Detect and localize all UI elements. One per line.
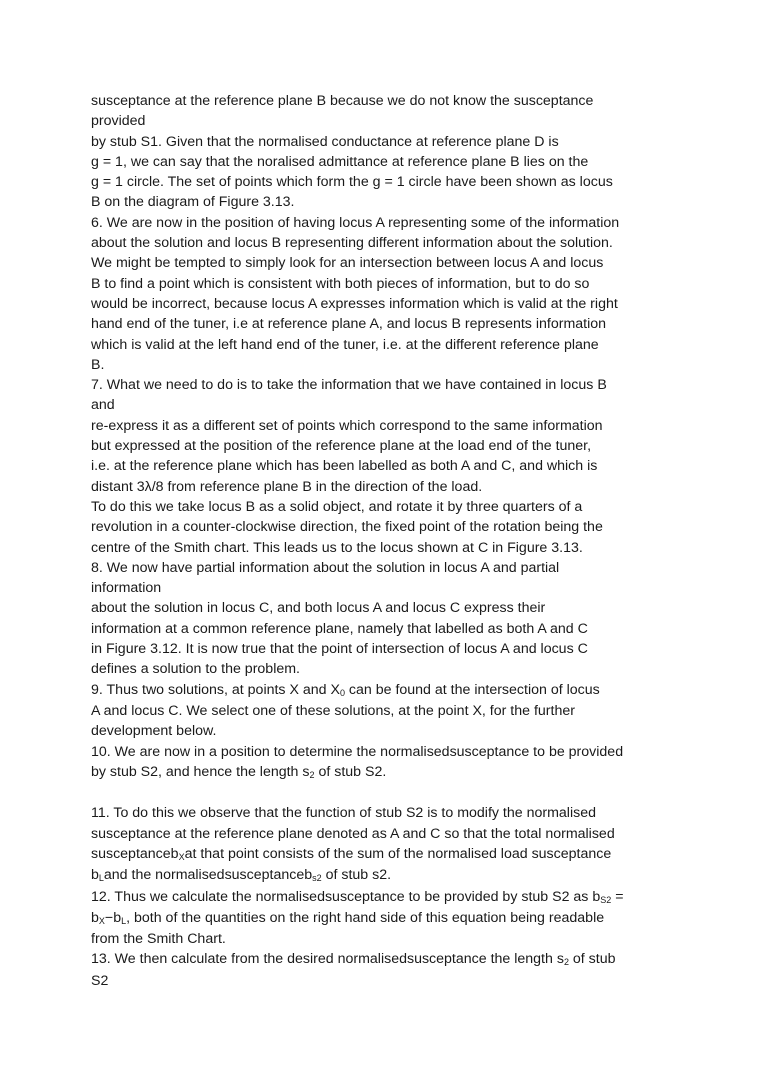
text-line: susceptance at the reference plane B because we do not know the susceptance [91, 93, 594, 109]
text-line: 8. We now have partial information about the solution in locus A and partial [91, 559, 560, 576]
text-line: $b_Land$ the normalisedsusceptanceb$_{s2}$ of stub s2. [91, 867, 392, 884]
text-line: S2 [91, 972, 109, 989]
text-line: in Figure 3.12. It is now true that the point of intersection of locus A and locus C [91, 641, 588, 658]
text-line: which is valid at the left hand end of the tuner, i.e. at the different reference plane [91, 336, 599, 353]
text-line: about the solution and locus B representing different information about the solution. [91, 235, 613, 252]
text-line: susceptance at the reference plane denoted as A and C so that the total normalised [91, 825, 615, 842]
text-line: information [91, 580, 162, 597]
text-line: re-express it as a different set of points which correspond to the same information [91, 417, 603, 434]
text-line: susceptanceb$_X$at that point consists of the sum of the normalised load susceptance [91, 845, 612, 862]
paragraph-block [91, 91, 691, 680]
text-line: development below. [91, 723, 217, 740]
text-line: 7. What we need to do is to take the information that we have contained in locus B [91, 377, 607, 394]
paragraph-block [91, 701, 691, 762]
text-line: by stub S1. Given that the normalised conductance at reference plane D is [91, 133, 559, 150]
text-line: A and locus C. We select one of these solutions, at the point X, for the further [91, 702, 575, 719]
text-line: g = 1, we can say that the noralised admittance at reference plane B lies on the [91, 153, 589, 170]
text-line: g = 1 circle. The set of points which form the g = 1 circle have been shown as locus [91, 174, 613, 191]
text-line: distant 3λ/8 from reference plane B in the direction of the load. [91, 478, 483, 495]
text-line: information at a common reference plane, namely that labelled as both A and C [91, 620, 588, 637]
text-line: To do this we take locus B as a solid object, and rotate it by three quarters of a [91, 498, 583, 515]
text-line: 11. To do this we observe that the function of stub S2 is to modify the normalised [91, 805, 596, 822]
text-line: i.e. at the reference plane which has been labelled as both A and C, and which is [91, 458, 598, 475]
text-line: but expressed at the position of the reference plane at the load end of the tuner, [91, 438, 592, 455]
text-line: provided [91, 113, 146, 130]
text-line: hand end of the tuner, i.e at reference plane A, and locus B represents information [91, 316, 607, 333]
text-line: 6. We are now in the position of having locus A representing some of the information [91, 214, 620, 231]
paragraph-gap [91, 783, 691, 803]
text-line: revolution in a counter-clockwise direction, the fixed point of the rotation being the [91, 519, 603, 536]
text-line: about the solution in locus C, and both locus A and locus C express their [91, 600, 546, 617]
text-line: centre of the Smith chart. This leads us to the locus shown at C in Figure 3.13. [91, 539, 583, 556]
text-line: and [91, 397, 115, 414]
text-line: by stub S2, and hence the length $s_2$ of stub S2. [91, 763, 387, 780]
text-line: 12. Thus we calculate the normalisedsusceptance to be provided by stub S2 as $b_{S2}$ = [91, 888, 624, 905]
text-line: $b_X-b_L$, both of the quantities on the right hand side of this equation being readable [91, 909, 605, 926]
text-line: defines a solution to the problem. [91, 661, 301, 678]
text-line: would be incorrect, because locus A expresses information which is valid at the right [91, 295, 618, 312]
text-line: B to find a point which is consistent with both pieces of information, but to do so [91, 275, 590, 292]
document-page [91, 91, 691, 991]
text-line: 10. We are now in a position to determine the normalisedsusceptance to be provided [91, 743, 624, 760]
text-line: 13. We then calculate from the desired normalisedsusceptance the length $s_2$ of stub [91, 951, 616, 968]
text-line: B. [91, 356, 105, 373]
text-line: from the Smith Chart. [91, 931, 226, 948]
text-line: B on the diagram of Figure 3.13. [91, 194, 295, 211]
text-line: We might be tempted to simply look for an intersection between locus A and locus [91, 255, 604, 272]
text-line: 9. Thus two solutions, at points X and $X_0$ can be found at the intersection of locus [91, 681, 600, 698]
